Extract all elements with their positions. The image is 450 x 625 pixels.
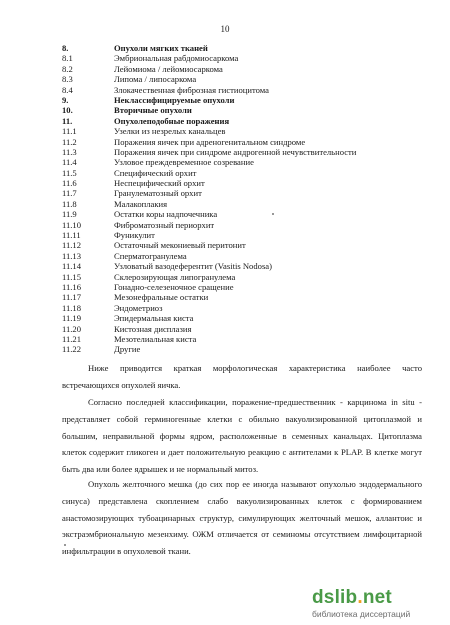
classification-number: 11.7 (62, 188, 77, 199)
scan-speck (64, 544, 66, 546)
classification-text: Поражения яичек при адреногенитальном синдроме (114, 136, 306, 147)
classification-text: Эмбриональная рабдомиосаркома (114, 53, 239, 64)
classification-item (62, 251, 422, 261)
classification-text: Сперматогранулема (114, 250, 187, 261)
classification-number: 11.12 (62, 240, 82, 251)
watermark (312, 587, 442, 621)
classification-number: 11.4 (62, 157, 77, 168)
classification-item (62, 147, 422, 157)
classification-number: 9. (62, 94, 69, 105)
watermark-logo-main: dslib (312, 587, 358, 608)
classification-number: 11.10 (62, 219, 82, 230)
classification-text: Неспецифический орхит (114, 178, 205, 189)
classification-text: Мезотелиальная киста (114, 333, 197, 344)
scan-speck (272, 213, 274, 215)
classification-number: 11. (62, 115, 73, 126)
classification-item (62, 324, 422, 334)
classification-item (62, 334, 422, 344)
classification-number: 11.15 (62, 271, 82, 282)
classification-item (62, 168, 422, 178)
classification-item (62, 85, 422, 95)
classification-text: Другие (114, 344, 141, 355)
classification-item (62, 313, 422, 323)
paragraph-yolk-sac-tumor: Опухоль желточного мешка (до сих пор ее иногда называют опухолью эндодермального синуса) представлена скоплением слабо вакуолизированных клеток с формированием анастомозирующих тубоацинарных структур, симулирующих желточный мешок, аллантоис и экстраэмбриональную мезенхиму. ОЖМ отличается от семиномы отсутствием лимфоцитарной инфильтрации в опухолевой ткани. (62, 479, 422, 557)
classification-item (62, 74, 422, 84)
classification-item (62, 344, 422, 354)
classification-item (62, 188, 422, 198)
watermark-logo (312, 587, 392, 609)
classification-text: Узловое преждевременное созревание (114, 157, 254, 168)
classification-text: Эпидермальная киста (114, 313, 194, 324)
classification-item (62, 157, 422, 167)
classification-number: 11.1 (62, 126, 77, 137)
classification-number: 11.8 (62, 198, 77, 209)
classification-text: Липома / липосаркома (114, 74, 197, 85)
classification-number: 11.6 (62, 178, 77, 189)
paragraph-carcinoma-in-situ: Согласно последней классификации, поражение-предшественник - карцинома in situ - представляет собой герминогенные клетки с обильно вакуолизированной цитоплазмой и большим, неправильной формы ядром, расположенные в семенных канальцах. Цитоплазма клеток содержит гликоген и дает положительную реакцию с антителами к PLAP. В клетке могут быть два или более ядрышек и не нормальный митоз. (62, 397, 422, 475)
classification-number: 11.19 (62, 313, 82, 324)
classification-number: 8.1 (62, 53, 73, 64)
classification-text: Фиброматозный периорхит (114, 219, 215, 230)
classification-number: 11.18 (62, 302, 82, 313)
classification-number: 10. (62, 105, 73, 116)
classification-number: 8. (62, 43, 69, 53)
classification-number: 11.11 (62, 230, 81, 241)
classification-item (62, 282, 422, 292)
watermark-logo-tld: net (362, 587, 392, 608)
classification-text: Кистозная дисплазия (114, 323, 192, 334)
classification-text: Малакоплакия (114, 198, 168, 209)
watermark-tagline: библиотека диссертаций (312, 609, 411, 619)
classification-item (62, 53, 422, 63)
classification-item (62, 303, 422, 313)
classification-item (62, 126, 422, 136)
classification-item (62, 240, 422, 250)
classification-text: Опухоли мягких тканей (114, 43, 208, 53)
classification-text: Мезонефральные остатки (114, 292, 209, 303)
classification-number: 11.2 (62, 136, 77, 147)
classification-item (62, 292, 422, 302)
classification-item (62, 116, 422, 126)
classification-item (62, 220, 422, 230)
classification-item (62, 272, 422, 282)
classification-number: 11.20 (62, 323, 82, 334)
classification-number: 11.5 (62, 167, 77, 178)
classification-number: 8.3 (62, 74, 73, 85)
classification-text: Неклассифицируемые опухоли (114, 94, 235, 105)
classification-number: 8.4 (62, 84, 73, 95)
classification-item (62, 105, 422, 115)
classification-text: Склерозирующая липогранулема (114, 271, 236, 282)
classification-item (62, 43, 422, 53)
classification-item (62, 64, 422, 74)
classification-item (62, 209, 422, 219)
classification-item (62, 230, 422, 240)
classification-text: Гонадно-селезеночное сращение (114, 281, 234, 292)
classification-text: Вторичные опухоли (114, 105, 192, 116)
classification-number: 11.16 (62, 281, 82, 292)
classification-number: 11.17 (62, 292, 82, 303)
classification-item (62, 95, 422, 105)
classification-number: 11.21 (62, 333, 82, 344)
classification-text: Узловатый вазодеферентит (Vasitis Nodosa) (114, 261, 272, 272)
classification-text: Специфический орхит (114, 167, 197, 178)
classification-text: Злокачественная фиброзная гистиоцитома (114, 84, 269, 95)
classification-list (62, 43, 422, 355)
classification-text: Узелки из незрелых канальцев (114, 126, 226, 137)
classification-text: Гранулематозный орхит (114, 188, 202, 199)
classification-item (62, 178, 422, 188)
classification-text: Остатки коры надпочечника (114, 209, 218, 220)
classification-number: 11.22 (62, 344, 82, 355)
watermark-logo-dot: . (357, 587, 363, 608)
classification-text: Фуникулит (114, 230, 155, 241)
classification-number: 11.14 (62, 261, 82, 272)
classification-text: Лейомиома / лейомиосаркома (114, 63, 223, 74)
classification-text: Опухолеподобные поражения (114, 115, 230, 126)
classification-item (62, 261, 422, 271)
classification-text: Поражения яичек при синдроме андрогенной нечувствительности (114, 146, 357, 157)
classification-item (62, 199, 422, 209)
page-number: 10 (220, 24, 230, 34)
classification-item (62, 137, 422, 147)
classification-number: 8.2 (62, 63, 73, 74)
classification-text: Остаточный мекониевый перитонит (114, 240, 246, 251)
classification-number: 11.13 (62, 250, 82, 261)
paragraph-intro: Ниже приводится краткая морфологическая характеристика наиболее часто встречающихся опухолей яичка. (62, 363, 422, 390)
classification-number: 11.9 (62, 209, 77, 220)
classification-text: Эндометриоз (114, 302, 163, 313)
classification-number: 11.3 (62, 146, 77, 157)
